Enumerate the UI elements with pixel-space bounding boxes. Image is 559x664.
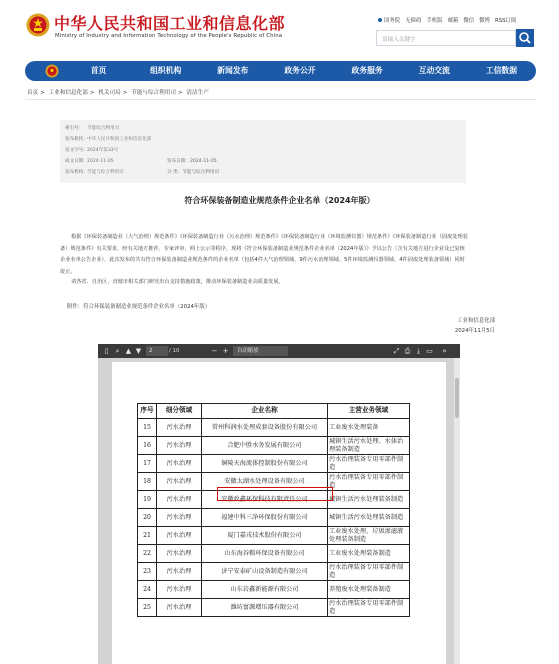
table-row (138, 599, 410, 617)
pdf-page (112, 362, 446, 664)
next-page-icon[interactable]: ▼ (135, 347, 142, 355)
cell-business: 城镇生活污水处理、水体治理装备制造 (328, 437, 410, 455)
pdf-scroll-thumb[interactable] (455, 378, 459, 418)
cell-business: 污水治理装备专用零部件制造 (328, 563, 410, 581)
gov-dot-icon (378, 18, 382, 22)
cell-company: 安徽政鑫环保科技有限责任公司 (202, 491, 328, 509)
info-doc-no: 发文字号：2024年第33号 (65, 148, 119, 153)
nav-open-affairs[interactable]: 政务公开 (284, 66, 316, 75)
cell-company: 福建中科三净环保股份有限公司 (202, 509, 328, 527)
info-publisher: 发布机构：中华人民共和国工业和信息化部 (65, 137, 152, 142)
cell-business: 污水治理装备专用零部件制造 (328, 473, 410, 491)
col-no: 序号 (138, 404, 157, 419)
cell-field: 污水治理 (157, 563, 202, 581)
article-paragraph-1: 根据《环保装备制造业（大气治理）规范条件》《环保装备制造行业（污水治理）规范条件》《环保装备制造行业（环境监测仪器）规范条件》《环保装备制造行业（固废处理装备）规范条件》有关要求，经有关地方推荐、专家评审、网上公示等程序，现将《符合环保装备制造业规范条件企业名单（2024年版）》予以公告（含有关地方进行企业及已复核企业名单公告企业），此次发布的共有符合环保装备制造业规范条件的企业名单（包括4件大气治理领域、9件污水治理领域、5件环境监测仪器领域、4件固废处理装备领域）同时废止。 (60, 234, 468, 275)
breadcrumb-departments[interactable]: 机关司局 (98, 90, 121, 96)
national-emblem-icon (26, 12, 50, 38)
nav-data[interactable]: 工信数据 (485, 66, 517, 75)
table-row (138, 509, 410, 527)
company-table (137, 403, 410, 617)
table-row (138, 455, 410, 473)
nav-organization[interactable]: 组织机构 (150, 66, 182, 75)
site-header (0, 0, 559, 58)
breadcrumb: 首页 > 工业和信息化部 > 机关司局 > 节能与综合利用司 > 清洁生产 (27, 90, 209, 96)
zoom-select[interactable]: 自动缩放 (233, 346, 288, 356)
print-icon[interactable]: ⎙ (404, 347, 411, 355)
pdf-toolbar (98, 344, 460, 358)
cell-field: 污水治理 (157, 509, 202, 527)
article-title: 符合环保装备制造业规范条件企业名单（2024年版） (184, 196, 375, 205)
top-link-gov[interactable]: 国务院 (378, 16, 400, 24)
cell-company: 合肥中胜水务发展有限公司 (202, 437, 328, 455)
cell-field: 污水治理 (157, 581, 202, 599)
table-row (138, 581, 410, 599)
bookmark-icon[interactable]: ▭ (426, 347, 433, 355)
document-info-box (60, 120, 466, 183)
cell-field: 污水治理 (157, 491, 202, 509)
table-header-row (138, 404, 410, 419)
cell-no: 19 (138, 491, 157, 509)
cell-company: 常州科润水处理成套设备股份有限公司 (202, 419, 328, 437)
signature-org: 工业和信息化部 (457, 318, 495, 324)
breadcrumb-divider (25, 99, 536, 100)
table-row (138, 437, 410, 455)
table-row (138, 545, 410, 563)
tools-menu-icon[interactable]: » (442, 347, 447, 355)
cell-company: 潍坊富源增压器有限公司 (202, 599, 328, 617)
zoom-in-icon[interactable]: + (222, 347, 229, 355)
info-published-date: 发布日期：2024-11-05 (167, 159, 217, 164)
highlight-box (217, 487, 333, 501)
info-category: 分 类：节能与综合利用司 (167, 170, 220, 175)
info-dept: 发布机构：节能与综合利用司 (65, 170, 124, 175)
top-link-wechat[interactable]: 微信 (463, 18, 475, 24)
nav-services[interactable]: 政务服务 (351, 66, 383, 75)
table-row (138, 419, 410, 437)
breadcrumb-clean-production[interactable]: 清洁生产 (186, 90, 209, 96)
sidebar-toggle-icon[interactable]: ▯ (104, 347, 109, 355)
breadcrumb-ministry[interactable]: 工业和信息化部 (48, 90, 88, 96)
cell-no: 17 (138, 455, 157, 473)
attachment-link[interactable]: 附件：符合环保装备制造业规范条件企业名单（2024年版） (67, 304, 211, 310)
pdf-scrollbar[interactable] (454, 358, 460, 664)
page-number-input[interactable]: 2 (146, 346, 168, 356)
cell-business: 污水治理装备专用零部件制造 (328, 455, 410, 473)
cell-field: 污水治理 (157, 419, 202, 437)
top-link-mail[interactable]: 邮箱 (447, 18, 459, 24)
cell-field: 污水治理 (157, 545, 202, 563)
cell-field: 污水治理 (157, 455, 202, 473)
breadcrumb-energy-dept[interactable]: 节能与综合利用司 (131, 90, 176, 96)
col-company: 企业名称 (202, 404, 328, 419)
presentation-icon[interactable]: ⤢ (393, 347, 400, 355)
breadcrumb-home[interactable]: 首页 (27, 90, 39, 96)
cell-no: 23 (138, 563, 157, 581)
cell-no: 20 (138, 509, 157, 527)
cell-company: 厦门嘉戎技术股份有限公司 (202, 527, 328, 545)
cell-business: 城镇生活污水处理装备制造 (328, 491, 410, 509)
site-subtitle: Ministry of Industry and Information Technology of the People's Republic of China (55, 33, 283, 39)
cell-company: 山东岩鑫新能源有限公司 (202, 581, 328, 599)
top-link-rss[interactable]: RSS订阅 (494, 18, 517, 24)
cell-field: 污水治理 (157, 473, 202, 491)
top-links (378, 16, 516, 24)
search-button[interactable] (516, 29, 534, 47)
table-row (138, 527, 410, 545)
info-index: 索引号： 节能综合利用司 (65, 126, 120, 131)
top-link-accessibility[interactable]: 无障碍 (405, 18, 422, 24)
cell-no: 22 (138, 545, 157, 563)
cell-no: 24 (138, 581, 157, 599)
zoom-out-icon[interactable]: − (211, 347, 218, 355)
cell-no: 18 (138, 473, 157, 491)
cell-no: 25 (138, 599, 157, 617)
cell-field: 污水治理 (157, 599, 202, 617)
page-total: / 10 (169, 348, 180, 354)
cell-field: 污水治理 (157, 527, 202, 545)
search-icon (516, 29, 534, 47)
nav-news[interactable]: 新闻发布 (217, 66, 249, 75)
nav-interaction[interactable]: 互动交流 (418, 66, 450, 75)
search-input[interactable]: 请输入关键字 (376, 30, 516, 46)
cell-business: 城镇生活污水处理装备制造 (328, 509, 410, 527)
table-row (138, 563, 410, 581)
site-title[interactable]: 中华人民共和国工业和信息化部 (54, 14, 286, 33)
cell-business: 工业废水处理装备制造 (328, 545, 410, 563)
cell-no: 16 (138, 437, 157, 455)
emblem-small-icon (45, 64, 59, 78)
cell-business: 污水治理装备专用零部件制造 (328, 599, 410, 617)
cell-company: 济宁安泰矿山设备制造有限公司 (202, 563, 328, 581)
col-business: 主营业务领域 (328, 404, 410, 419)
cell-no: 15 (138, 419, 157, 437)
cell-field: 污水治理 (157, 437, 202, 455)
top-link-weibo[interactable]: 微博 (479, 18, 490, 24)
signature-date: 2024年11月5日 (454, 328, 495, 334)
cell-company: 山东海谷粮环保设备有限公司 (202, 545, 328, 563)
cell-company: 安徽太湖水处理设备有限公司 (202, 473, 328, 491)
cell-business: 工业废水处理装备 (328, 419, 410, 437)
find-icon[interactable]: ⌕ (115, 347, 120, 355)
col-field: 细分领域 (157, 404, 202, 419)
top-link-mobile[interactable]: 手机版 (426, 18, 443, 24)
cell-no: 21 (138, 527, 157, 545)
cell-business: 工业废水处理、垃圾渗滤液处理装备制造 (328, 527, 410, 545)
cell-business: 养殖废水处理装备制造 (328, 581, 410, 599)
main-nav (25, 61, 536, 81)
cell-company: 铜陵天海流体控制股份有限公司 (202, 455, 328, 473)
nav-home[interactable]: 首页 (90, 66, 107, 75)
download-icon[interactable]: ⤓ (416, 347, 421, 355)
article-paragraph-2: 请各省、自治区、直辖市相关部门研究出台支持措施政策，推动环保装备制造业高质量发展。 (71, 279, 284, 285)
info-written-date: 成文日期：2024-11-05 (65, 159, 114, 164)
pdf-viewer (98, 344, 460, 664)
prev-page-icon[interactable]: ▲ (125, 347, 132, 355)
